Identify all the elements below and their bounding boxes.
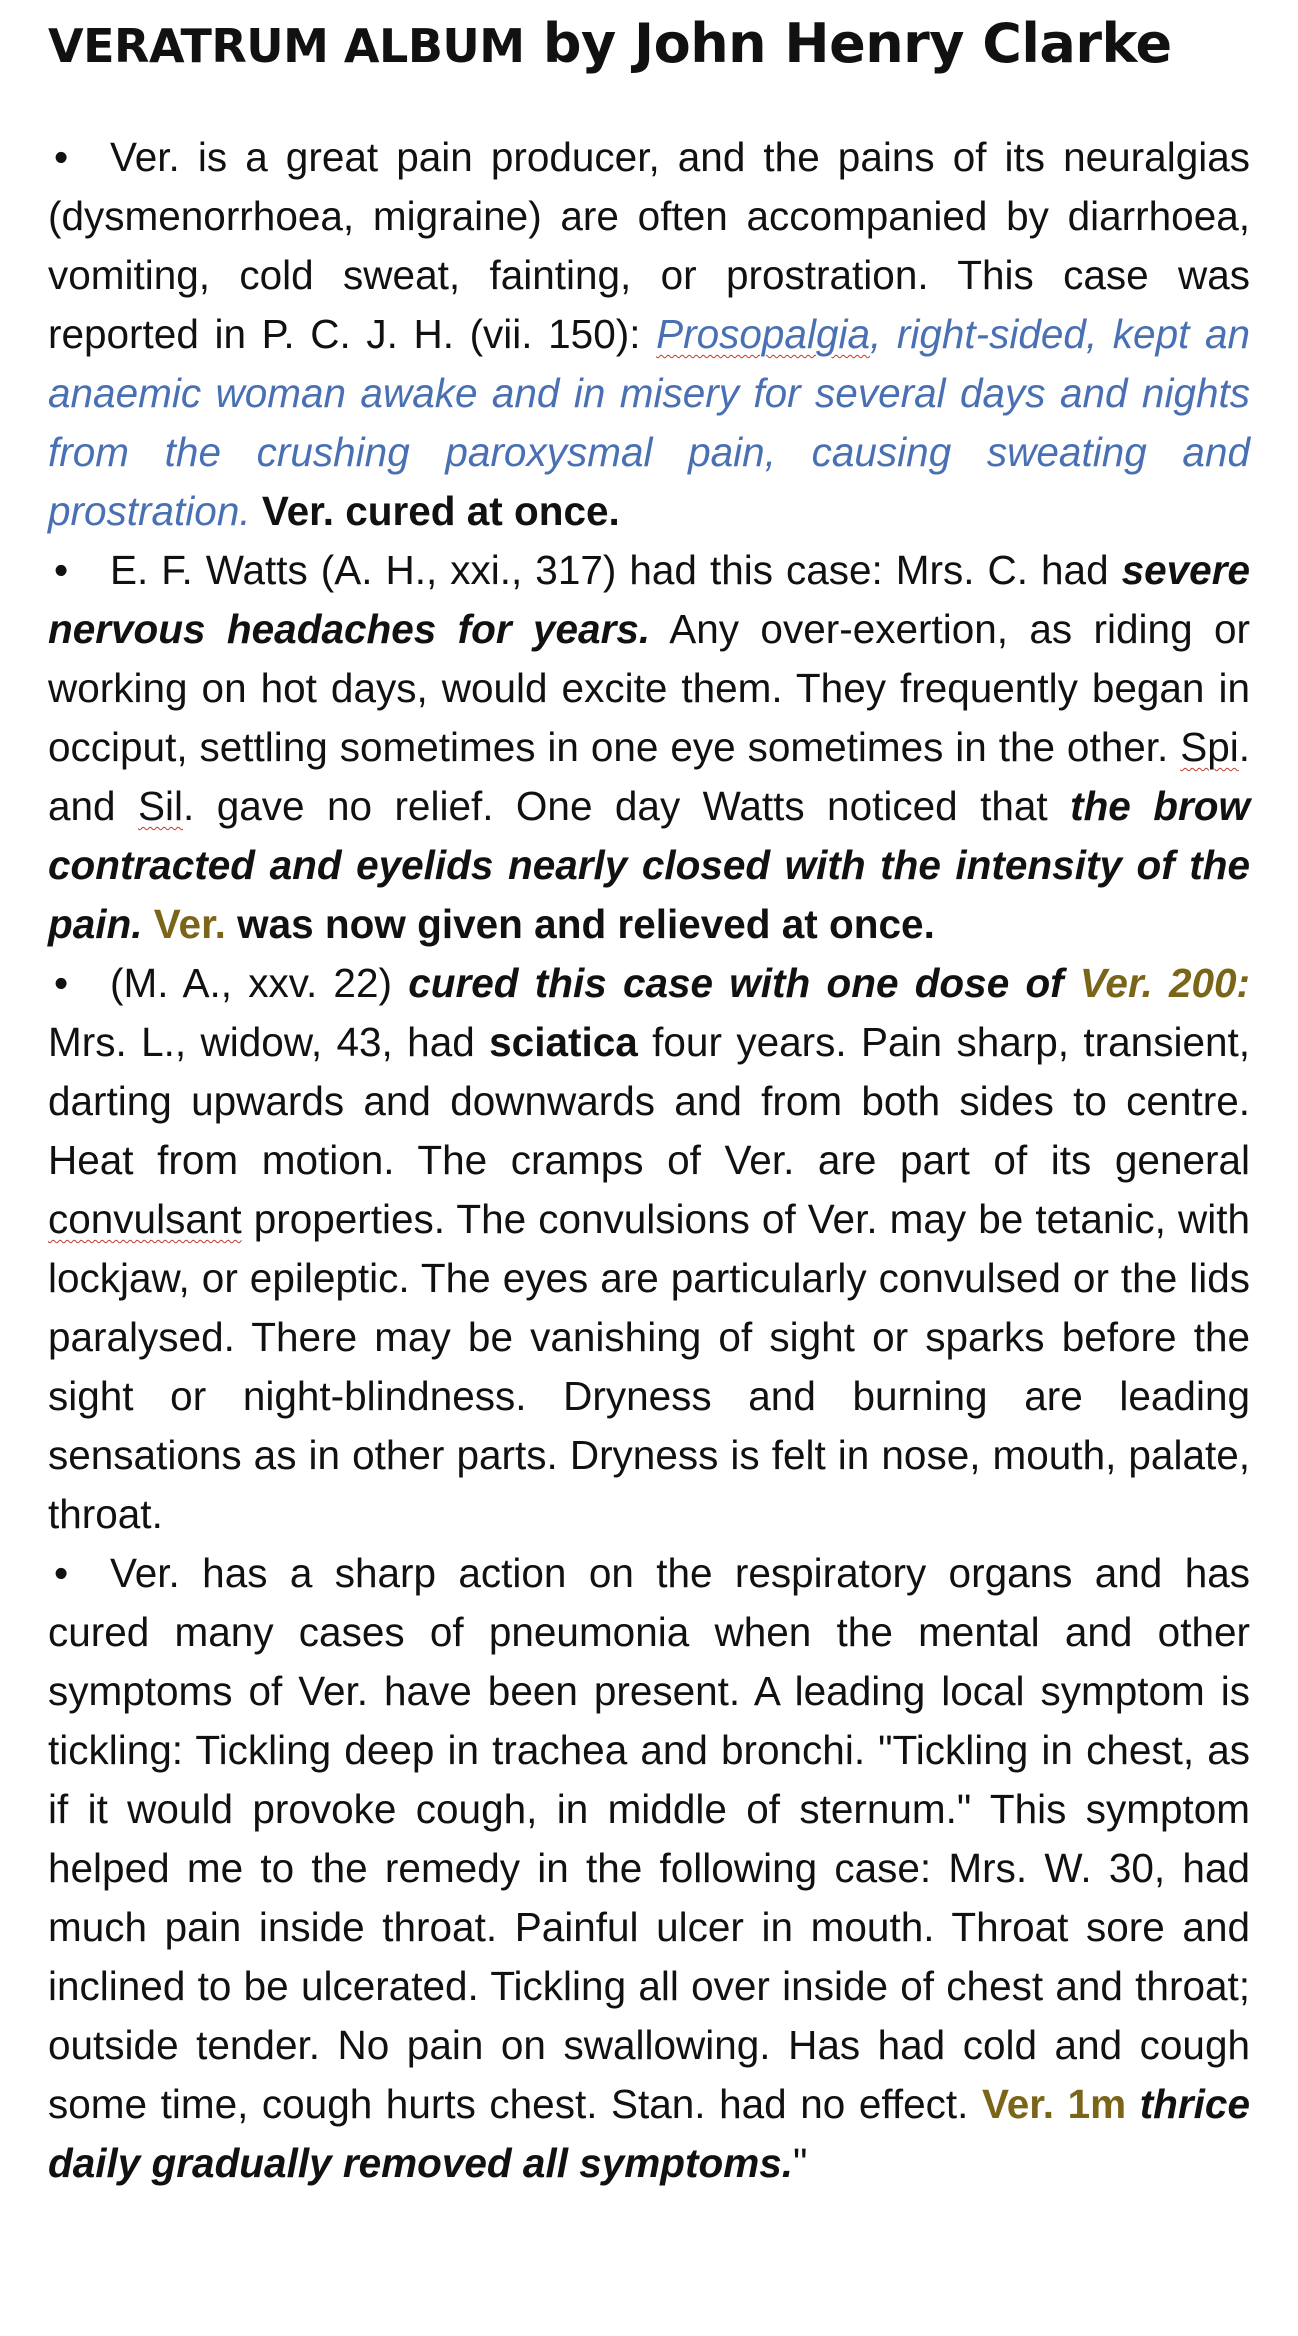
entry-text: Ver. has a sharp action on the respiratory organs and has cured many cases of pneumonia when the mental and other symptoms of Ver. have been present. A leading local symptom is tickling: Tickling deep in trachea and bronchi. "Tickling in chest, as if it would provoke cough, in middle of sternum." This symptom helped me to the remedy in the following case: Mrs. W. 30, had much pain inside throat. Painful ulcer in mouth. Throat sore and inclined to be ulcerated. Tickling all over inside of chest and throat; outside tender. No pain on swallowing. Has had cold and cough some time, cough hurts chest. Stan. had no effect. bbox=[48, 1550, 1250, 2127]
entry-4 bbox=[48, 1544, 1250, 2193]
entry-2 bbox=[48, 541, 1250, 954]
remedy-name: Ver. bbox=[142, 901, 226, 947]
entry-text: " bbox=[793, 2140, 808, 2186]
bullet-icon: • bbox=[54, 1550, 69, 1596]
bold-italic-text: cured this case with one dose of bbox=[408, 960, 1080, 1006]
entry-text: four years. Pain sharp, transient, darting upwards and downwards and from both sides to centre. Heat from motion. The cramps of Ver. are part of its general bbox=[48, 1019, 1250, 1183]
bold-italic-text: the brow contracted and eyelids nearly closed with the intensity of the pain. bbox=[48, 783, 1251, 947]
bold-text: was now given and relieved at once. bbox=[225, 901, 935, 947]
entry-text: . gave no relief. One day Watts noticed that bbox=[183, 783, 1071, 829]
remedy-name: Ver. 200: bbox=[1079, 960, 1251, 1006]
entry-list bbox=[48, 128, 1250, 2193]
spellcheck-word: Prosopalgia bbox=[656, 311, 870, 357]
entry-text: Any over-exertion, as riding or working on hot days, would excite them. They frequently began in occiput, settling sometimes in one eye sometimes in the other. bbox=[48, 606, 1250, 770]
bullet-icon: • bbox=[54, 134, 69, 180]
bullet-icon: • bbox=[54, 547, 69, 593]
entry-3 bbox=[48, 954, 1250, 1544]
spellcheck-word: Sil bbox=[138, 783, 184, 829]
quoted-text-rest: , right-sided, kept an anaemic woman awake and in misery for several days and nights from the crushing paroxysmal pain, causing sweating and prostration. bbox=[48, 311, 1251, 534]
bold-italic-text: thrice daily gradually removed all symptoms. bbox=[48, 2081, 1250, 2186]
bold-text: sciatica bbox=[489, 1019, 638, 1065]
entry-text: Ver. is a great pain producer, and the pains of its neuralgias (dysmenorrhoea, migraine) are often accompanied by diarrhoea, vomiting, cold sweat, fainting, or prostration. This case was reported in P. C. J. H. (vii. 150): bbox=[48, 134, 1250, 357]
spellcheck-word: Spi bbox=[1180, 724, 1239, 770]
title-author: by John Henry Clarke bbox=[542, 12, 1172, 75]
entry-1 bbox=[48, 128, 1250, 541]
entry-text: Mrs. L., widow, 43, had bbox=[48, 1019, 490, 1065]
bullet-icon: • bbox=[54, 960, 69, 1006]
title-caps: VERATRUM ALBUM bbox=[48, 19, 525, 73]
entry-text: . and bbox=[48, 724, 1250, 829]
entry-text: E. F. Watts (A. H., xxi., 317) had this case: Mrs. C. had bbox=[110, 547, 1122, 593]
spellcheck-word: convulsant bbox=[48, 1196, 242, 1242]
entry-text: (M. A., xxv. 22) bbox=[110, 960, 409, 1006]
remedy-name: Ver. 1m bbox=[981, 2081, 1127, 2127]
bold-text: Ver. cured at once. bbox=[250, 488, 620, 534]
entry-text: properties. The convulsions of Ver. may be tetanic, with lockjaw, or epileptic. The eyes are particularly convulsed or the lids paralysed. There may be vanishing of sight or sparks before the sight or night-blindness. Dryness and burning are leading sensations as in other parts. Dryness is felt in nose, mouth, palate, throat. bbox=[48, 1196, 1250, 1537]
page-title bbox=[48, 8, 1250, 82]
bold-italic-text: severe nervous headaches for years. bbox=[48, 547, 1250, 652]
